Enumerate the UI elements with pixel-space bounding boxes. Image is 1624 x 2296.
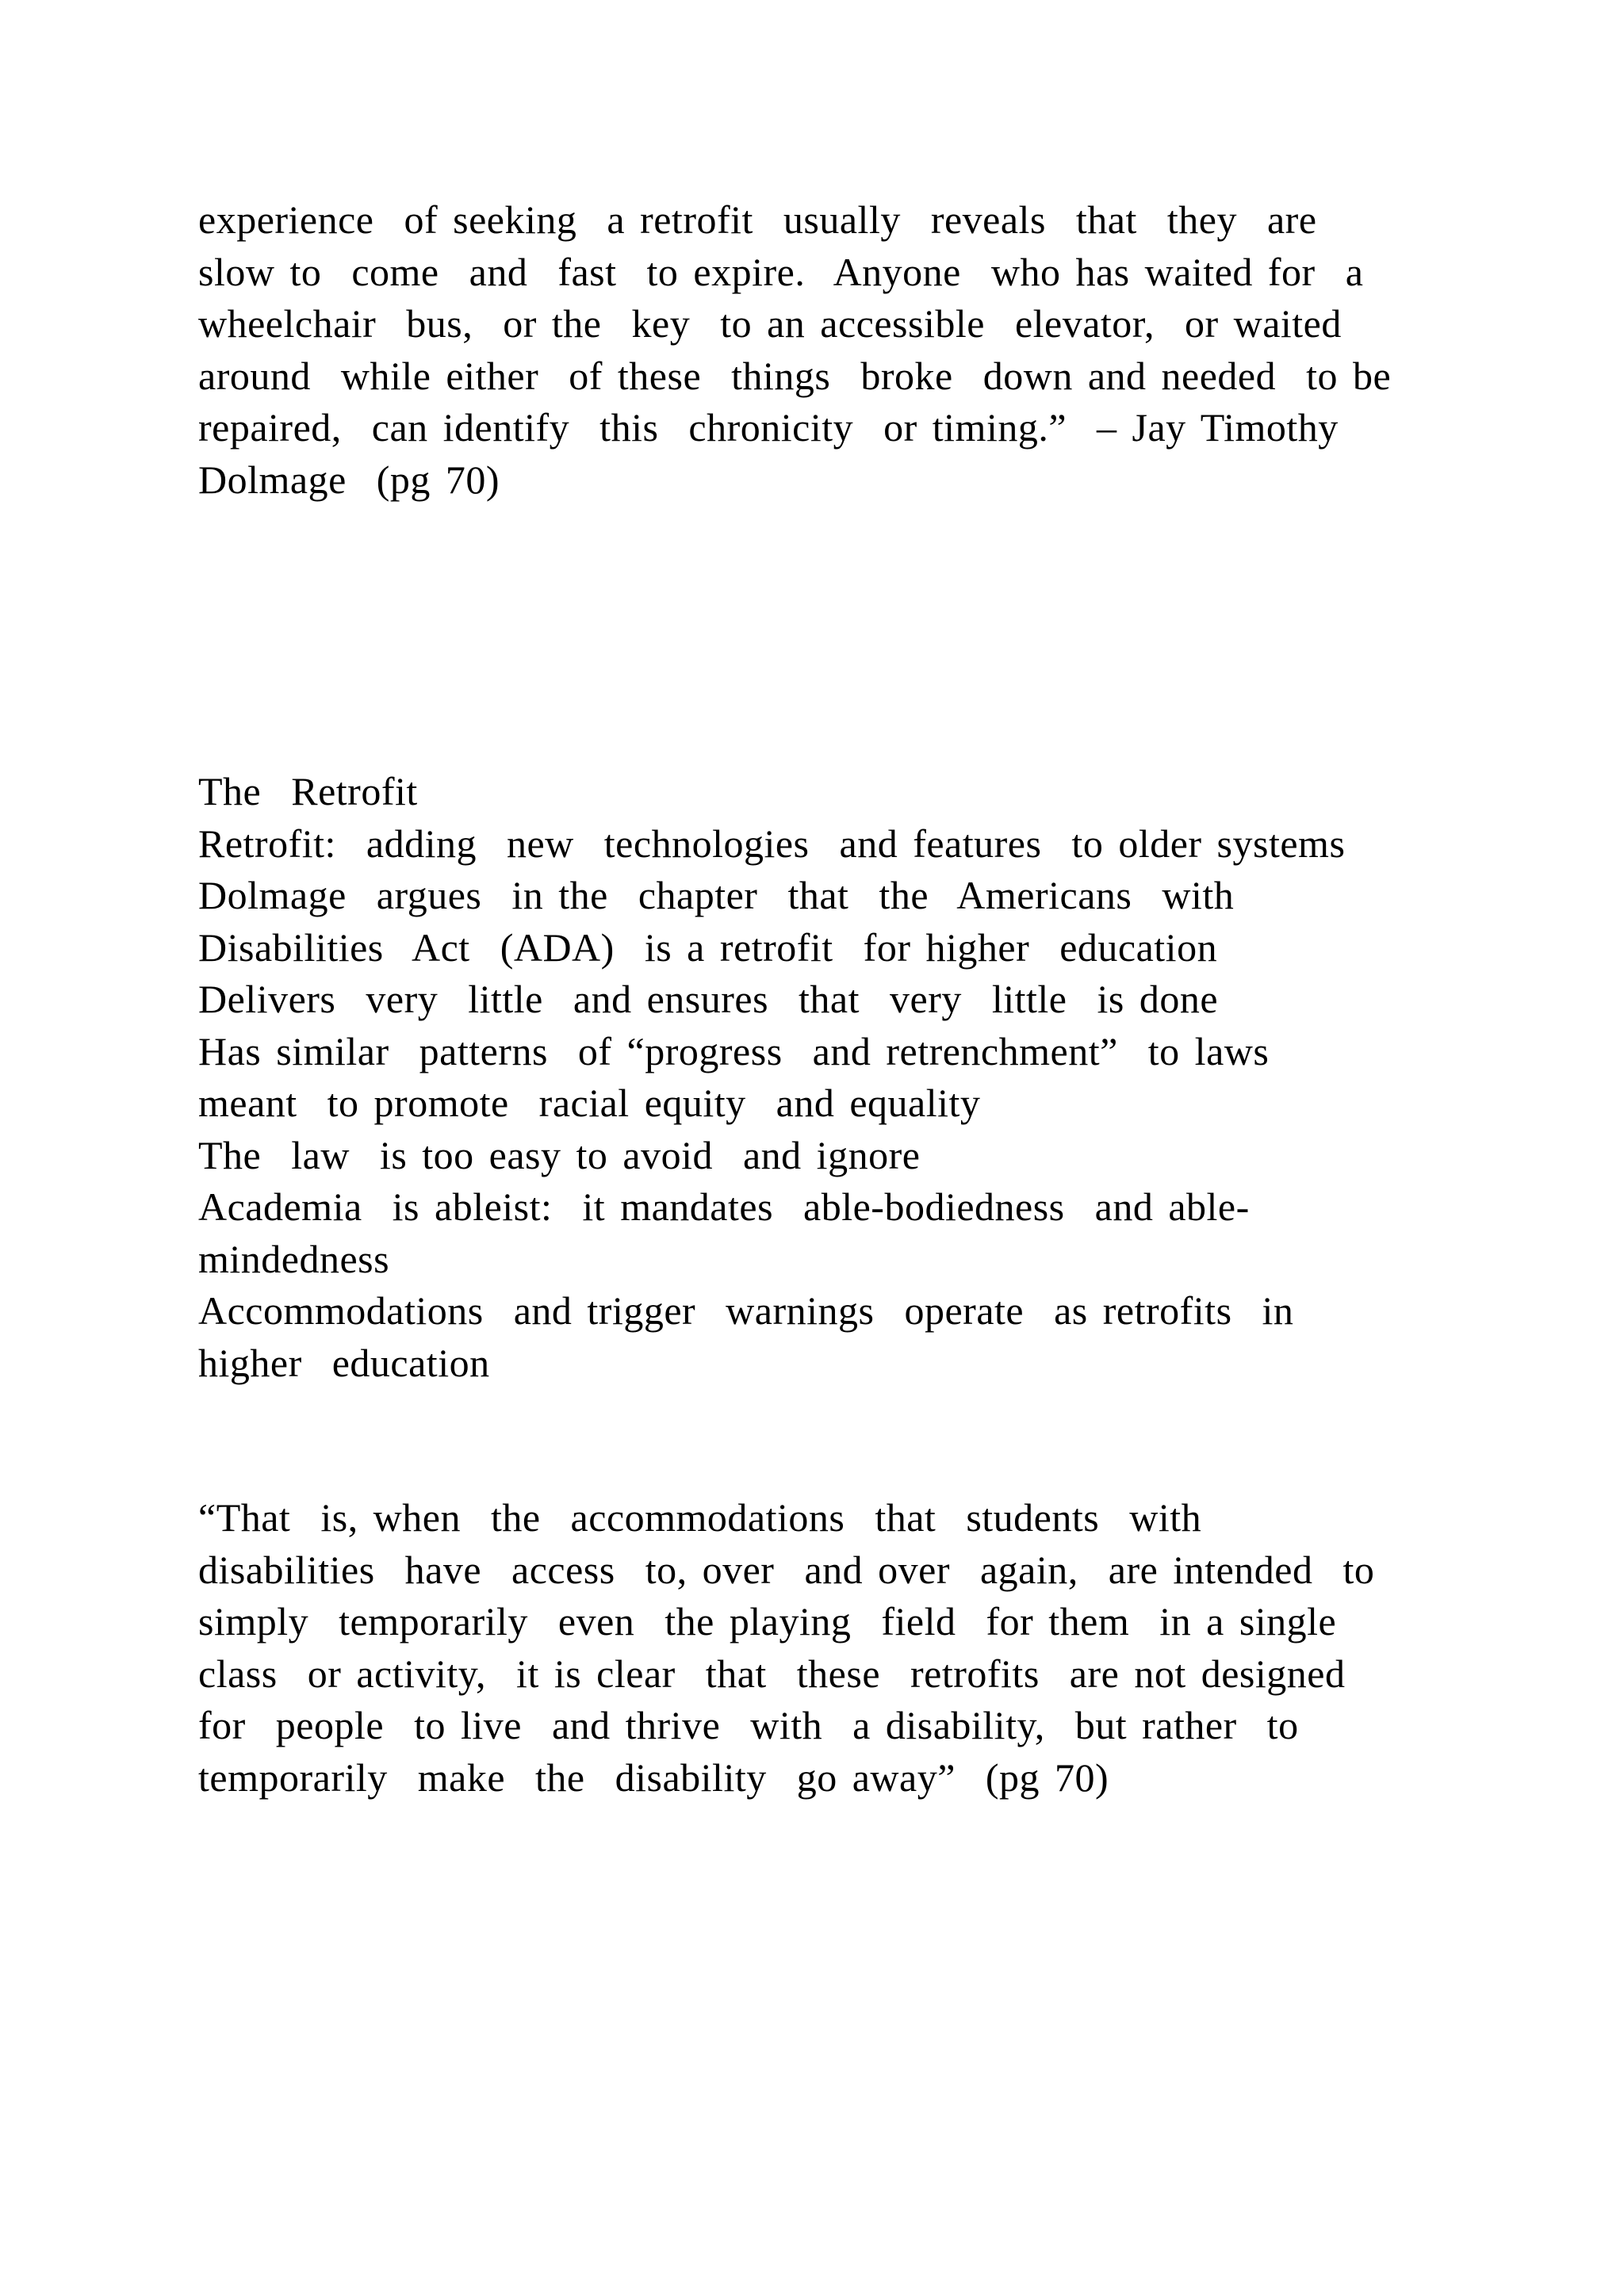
text-line: “That is, when the accommodations that students with xyxy=(198,1495,1202,1540)
text-line: wheelchair bus, or the key to an accessible elevator, or waited xyxy=(198,301,1342,346)
text-line: Has similar patterns of “progress and retrenchment” to laws xyxy=(198,1028,1270,1073)
text-line: Accommodations and trigger warnings operate as retrofits in xyxy=(198,1288,1294,1333)
text-line: for people to live and thrive with a disability, but rather to xyxy=(198,1703,1299,1747)
retrofit-section xyxy=(198,766,1546,1389)
text-line: Disabilities Act (ADA) is a retrofit for higher education xyxy=(198,924,1218,970)
text-line: repaired, can identify this chronicity or timing.” – Jay Timothy xyxy=(198,405,1339,450)
accommodations-quote-paragraph xyxy=(198,1492,1546,1804)
text-line: Academia is ableist: it mandates able-bodiedness and able- xyxy=(198,1184,1250,1229)
section-heading: The Retrofit xyxy=(198,769,418,813)
text-line: higher education xyxy=(198,1340,490,1385)
text-line: Retrofit: adding new technologies and features to older systems xyxy=(198,821,1346,866)
text-line: disabilities have access to, over and over again, are intended to xyxy=(198,1547,1375,1592)
text-line: experience of seeking a retrofit usually reveals that they are xyxy=(198,197,1317,242)
text-line: slow to come and fast to expire. Anyone who has waited for a xyxy=(198,249,1364,294)
text-line: simply temporarily even the playing field for them in a single xyxy=(198,1599,1337,1644)
text-line: Delivers very little and ensures that very little is done xyxy=(198,977,1219,1021)
text-line: Dolmage argues in the chapter that the Americans with xyxy=(198,873,1235,917)
text-line: meant to promote racial equity and equality xyxy=(198,1081,981,1125)
text-line: Dolmage (pg 70) xyxy=(198,457,500,502)
text-line: around while either of these things broke down and needed to be xyxy=(198,353,1392,398)
dolmage-quote-paragraph xyxy=(198,194,1546,506)
text-line: The law is too easy to avoid and ignore xyxy=(198,1132,921,1177)
text-line: mindedness xyxy=(198,1236,390,1281)
text-line: temporarily make the disability go away” (pg 70) xyxy=(198,1755,1109,1800)
text-line: class or activity, it is clear that these retrofits are not designed xyxy=(198,1651,1346,1696)
